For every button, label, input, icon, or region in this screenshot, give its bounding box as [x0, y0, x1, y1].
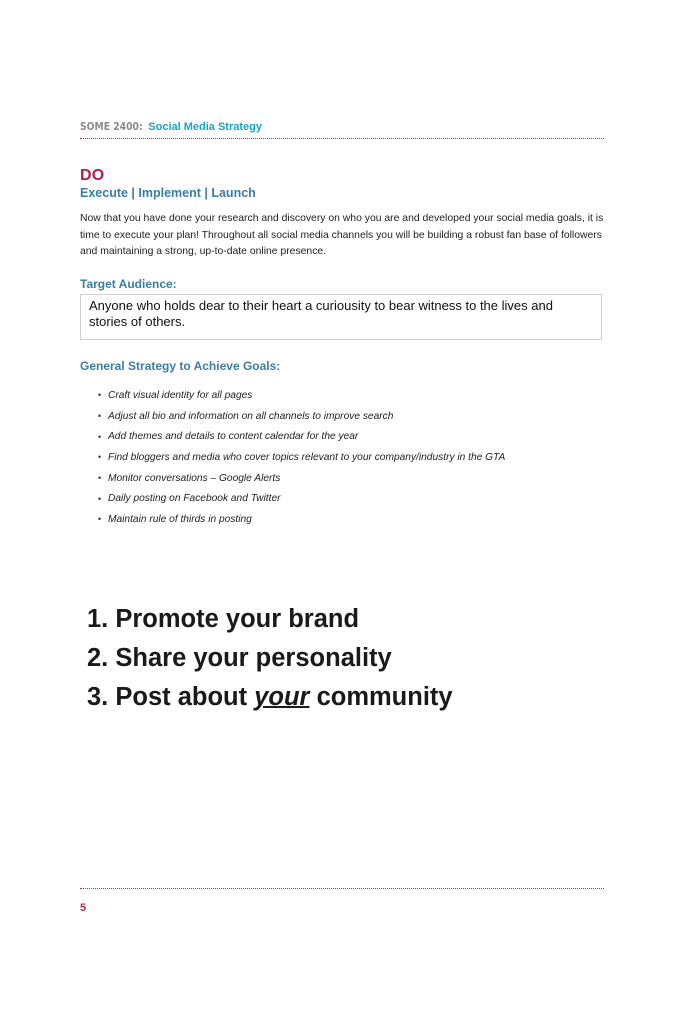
list-item: [98, 509, 505, 530]
bullet-icon: •: [98, 514, 102, 525]
list-item: [98, 385, 505, 406]
rule-text: community: [316, 683, 453, 711]
strategy-list: [98, 385, 505, 530]
bullet-icon: •: [98, 493, 102, 504]
footer-divider: [80, 888, 604, 889]
course-code: SOME 2400:: [80, 121, 143, 133]
list-item: [98, 406, 505, 427]
rules-of-thirds-list: [87, 600, 453, 717]
list-item: [98, 488, 505, 509]
section-subheading: Execute | Implement | Launch: [80, 186, 256, 200]
target-audience-box: Anyone who holds dear to their heart a curiousity to bear witness to the lives and stories of others.: [80, 294, 602, 340]
bullet-icon: •: [98, 431, 102, 442]
rule-number: 2.: [87, 644, 109, 672]
list-item-text: Adjust all bio and information on all channels to improve search: [108, 410, 394, 422]
intro-paragraph: Now that you have done your research and discovery on who you are and developed your social media goals, it is time to execute your plan! Throughout all social media channels you will be building a robust fan base of followers and maintaining a strong, up-to-date online presence.: [80, 213, 604, 257]
list-item-text: Craft visual identity for all pages: [108, 389, 253, 401]
document-title: Social Media Strategy: [148, 121, 262, 133]
list-item: [98, 426, 505, 447]
page-number: 5: [80, 902, 87, 914]
rule-number: 1.: [87, 605, 109, 633]
strategy-label: General Strategy to Achieve Goals:: [80, 359, 281, 373]
list-item-text: Maintain rule of thirds in posting: [108, 513, 252, 525]
header-divider: [80, 138, 604, 139]
rule-item: [87, 678, 453, 717]
list-item: [98, 447, 505, 468]
bullet-icon: •: [98, 411, 102, 422]
rule-item: [87, 600, 453, 639]
target-audience-label: Target Audience:: [80, 277, 177, 291]
list-item-text: Add themes and details to content calendar for the year: [108, 431, 359, 443]
bullet-icon: •: [98, 473, 102, 484]
bullet-icon: •: [98, 390, 102, 401]
bullet-icon: •: [98, 452, 102, 463]
list-item: [98, 468, 505, 489]
rule-number: 3.: [87, 683, 109, 711]
list-item-text: Find bloggers and media who cover topics relevant to your company/industry in the GTA: [108, 451, 506, 463]
rule-text: Promote your brand: [115, 605, 360, 633]
rule-text: Share your personality: [115, 644, 392, 672]
rule-emphasis: your: [254, 683, 310, 711]
rule-item: [87, 639, 453, 678]
list-item-text: Daily posting on Facebook and Twitter: [108, 493, 281, 505]
running-header: [80, 121, 262, 133]
list-item-text: Monitor conversations – Google Alerts: [108, 472, 281, 484]
section-heading: DO: [80, 167, 105, 184]
rule-text: Post about: [115, 683, 248, 711]
